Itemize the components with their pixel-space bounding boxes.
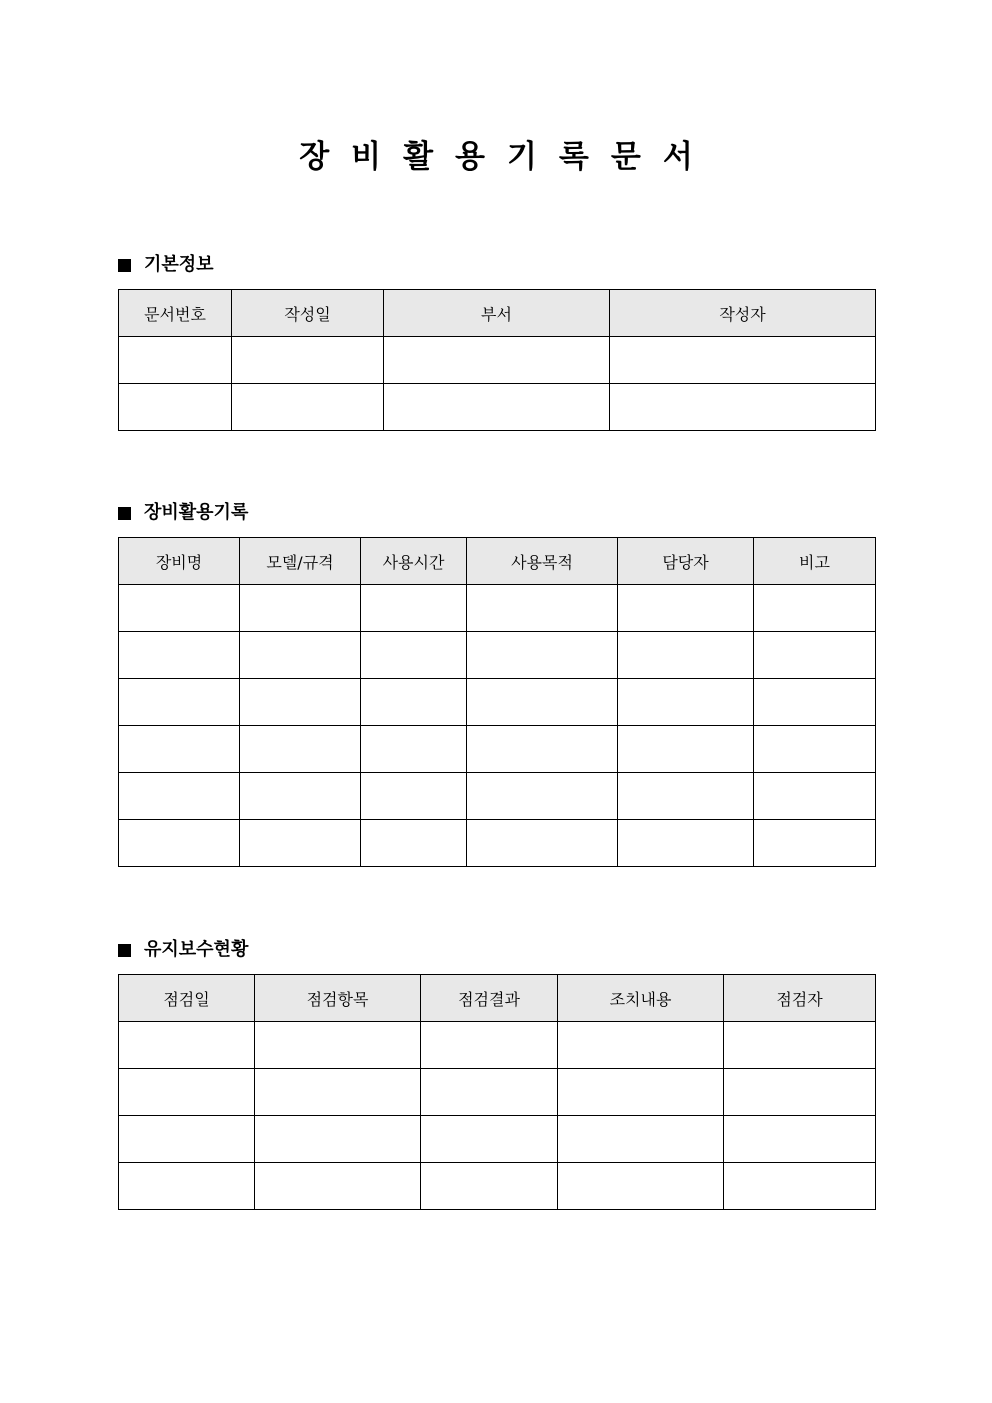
- table-row: [119, 1069, 876, 1116]
- table-cell[interactable]: [467, 773, 618, 820]
- column-header: 사용시간: [361, 538, 467, 585]
- table-cell[interactable]: [119, 632, 240, 679]
- table-cell[interactable]: [618, 726, 754, 773]
- table-cell[interactable]: [361, 585, 467, 632]
- column-header: 담당자: [618, 538, 754, 585]
- table-cell[interactable]: [618, 585, 754, 632]
- column-header: 문서번호: [119, 290, 232, 337]
- table-cell[interactable]: [467, 820, 618, 867]
- table-cell[interactable]: [618, 679, 754, 726]
- table-cell[interactable]: [610, 384, 876, 431]
- column-header: 비고: [754, 538, 876, 585]
- column-header: 장비명: [119, 538, 240, 585]
- table-cell[interactable]: [361, 632, 467, 679]
- table-cell[interactable]: [240, 820, 361, 867]
- column-header: 점검결과: [421, 975, 558, 1022]
- table-cell[interactable]: [558, 1069, 724, 1116]
- table-cell[interactable]: [119, 1163, 255, 1210]
- section-heading-label: 장비활용기록: [144, 502, 249, 523]
- table-cell[interactable]: [255, 1022, 421, 1069]
- column-header: 점검자: [724, 975, 876, 1022]
- column-header: 점검항목: [255, 975, 421, 1022]
- table-cell[interactable]: [558, 1116, 724, 1163]
- table-cell[interactable]: [361, 773, 467, 820]
- table-cell[interactable]: [119, 679, 240, 726]
- table-row: [119, 773, 876, 820]
- table-cell[interactable]: [255, 1163, 421, 1210]
- table-cell[interactable]: [255, 1116, 421, 1163]
- black-square-icon: [118, 944, 131, 957]
- table-cell[interactable]: [232, 384, 384, 431]
- table-cell[interactable]: [724, 1163, 876, 1210]
- table-cell[interactable]: [119, 1069, 255, 1116]
- table-cell[interactable]: [421, 1069, 558, 1116]
- table-cell[interactable]: [240, 585, 361, 632]
- table-cell[interactable]: [119, 1022, 255, 1069]
- table-cell[interactable]: [754, 726, 876, 773]
- table-cell[interactable]: [618, 820, 754, 867]
- black-square-icon: [118, 507, 131, 520]
- table-cell[interactable]: [467, 585, 618, 632]
- column-header: 작성자: [610, 290, 876, 337]
- table-header-row: [119, 290, 876, 337]
- table-cell[interactable]: [119, 384, 232, 431]
- table-row: [119, 1116, 876, 1163]
- table-cell[interactable]: [467, 726, 618, 773]
- table-cell[interactable]: [255, 1069, 421, 1116]
- section-heading-usage-record: [118, 501, 248, 525]
- column-header: 모델/규격: [240, 538, 361, 585]
- document-title: 장비활용기록문서: [299, 139, 715, 175]
- table-cell[interactable]: [618, 773, 754, 820]
- table-cell[interactable]: [119, 773, 240, 820]
- table-cell[interactable]: [361, 726, 467, 773]
- table-cell[interactable]: [754, 773, 876, 820]
- table-cell[interactable]: [754, 632, 876, 679]
- table-cell[interactable]: [558, 1163, 724, 1210]
- table-row: [119, 632, 876, 679]
- column-header: 점검일: [119, 975, 255, 1022]
- column-header: 조치내용: [558, 975, 724, 1022]
- table-cell[interactable]: [240, 679, 361, 726]
- table-cell[interactable]: [384, 337, 610, 384]
- table-cell[interactable]: [240, 632, 361, 679]
- section-heading-maintenance: [118, 938, 248, 962]
- table-row: [119, 384, 876, 431]
- table-row: [119, 585, 876, 632]
- table-row: [119, 679, 876, 726]
- table-cell[interactable]: [232, 337, 384, 384]
- table-cell[interactable]: [724, 1069, 876, 1116]
- column-header: 부서: [384, 290, 610, 337]
- table-cell[interactable]: [119, 820, 240, 867]
- table-cell[interactable]: [467, 632, 618, 679]
- table-cell[interactable]: [421, 1022, 558, 1069]
- table-row: [119, 726, 876, 773]
- table-cell[interactable]: [119, 585, 240, 632]
- table-cell[interactable]: [610, 337, 876, 384]
- column-header: 작성일: [232, 290, 384, 337]
- black-square-icon: [118, 259, 131, 272]
- table-row: [119, 1163, 876, 1210]
- maintenance-table: [118, 974, 876, 1210]
- table-cell[interactable]: [421, 1116, 558, 1163]
- table-cell[interactable]: [467, 679, 618, 726]
- table-cell[interactable]: [361, 679, 467, 726]
- table-cell[interactable]: [384, 384, 610, 431]
- table-cell[interactable]: [754, 585, 876, 632]
- table-cell[interactable]: [754, 820, 876, 867]
- section-heading-basic-info: [118, 253, 214, 277]
- table-cell[interactable]: [240, 726, 361, 773]
- column-header: 사용목적: [467, 538, 618, 585]
- table-cell[interactable]: [724, 1022, 876, 1069]
- section-heading-label: 유지보수현황: [144, 939, 249, 960]
- table-cell[interactable]: [119, 337, 232, 384]
- table-row: [119, 337, 876, 384]
- table-row: [119, 820, 876, 867]
- table-row: [119, 1022, 876, 1069]
- usage-record-table: [118, 537, 876, 867]
- table-cell[interactable]: [240, 773, 361, 820]
- table-cell[interactable]: [119, 726, 240, 773]
- table-cell[interactable]: [558, 1022, 724, 1069]
- table-cell[interactable]: [724, 1116, 876, 1163]
- table-cell[interactable]: [421, 1163, 558, 1210]
- table-cell[interactable]: [618, 632, 754, 679]
- table-cell[interactable]: [119, 1116, 255, 1163]
- table-cell[interactable]: [754, 679, 876, 726]
- table-cell[interactable]: [361, 820, 467, 867]
- table-header-row: [119, 538, 876, 585]
- section-heading-label: 기본정보: [144, 254, 214, 275]
- basic-info-table: [118, 289, 876, 431]
- table-header-row: [119, 975, 876, 1022]
